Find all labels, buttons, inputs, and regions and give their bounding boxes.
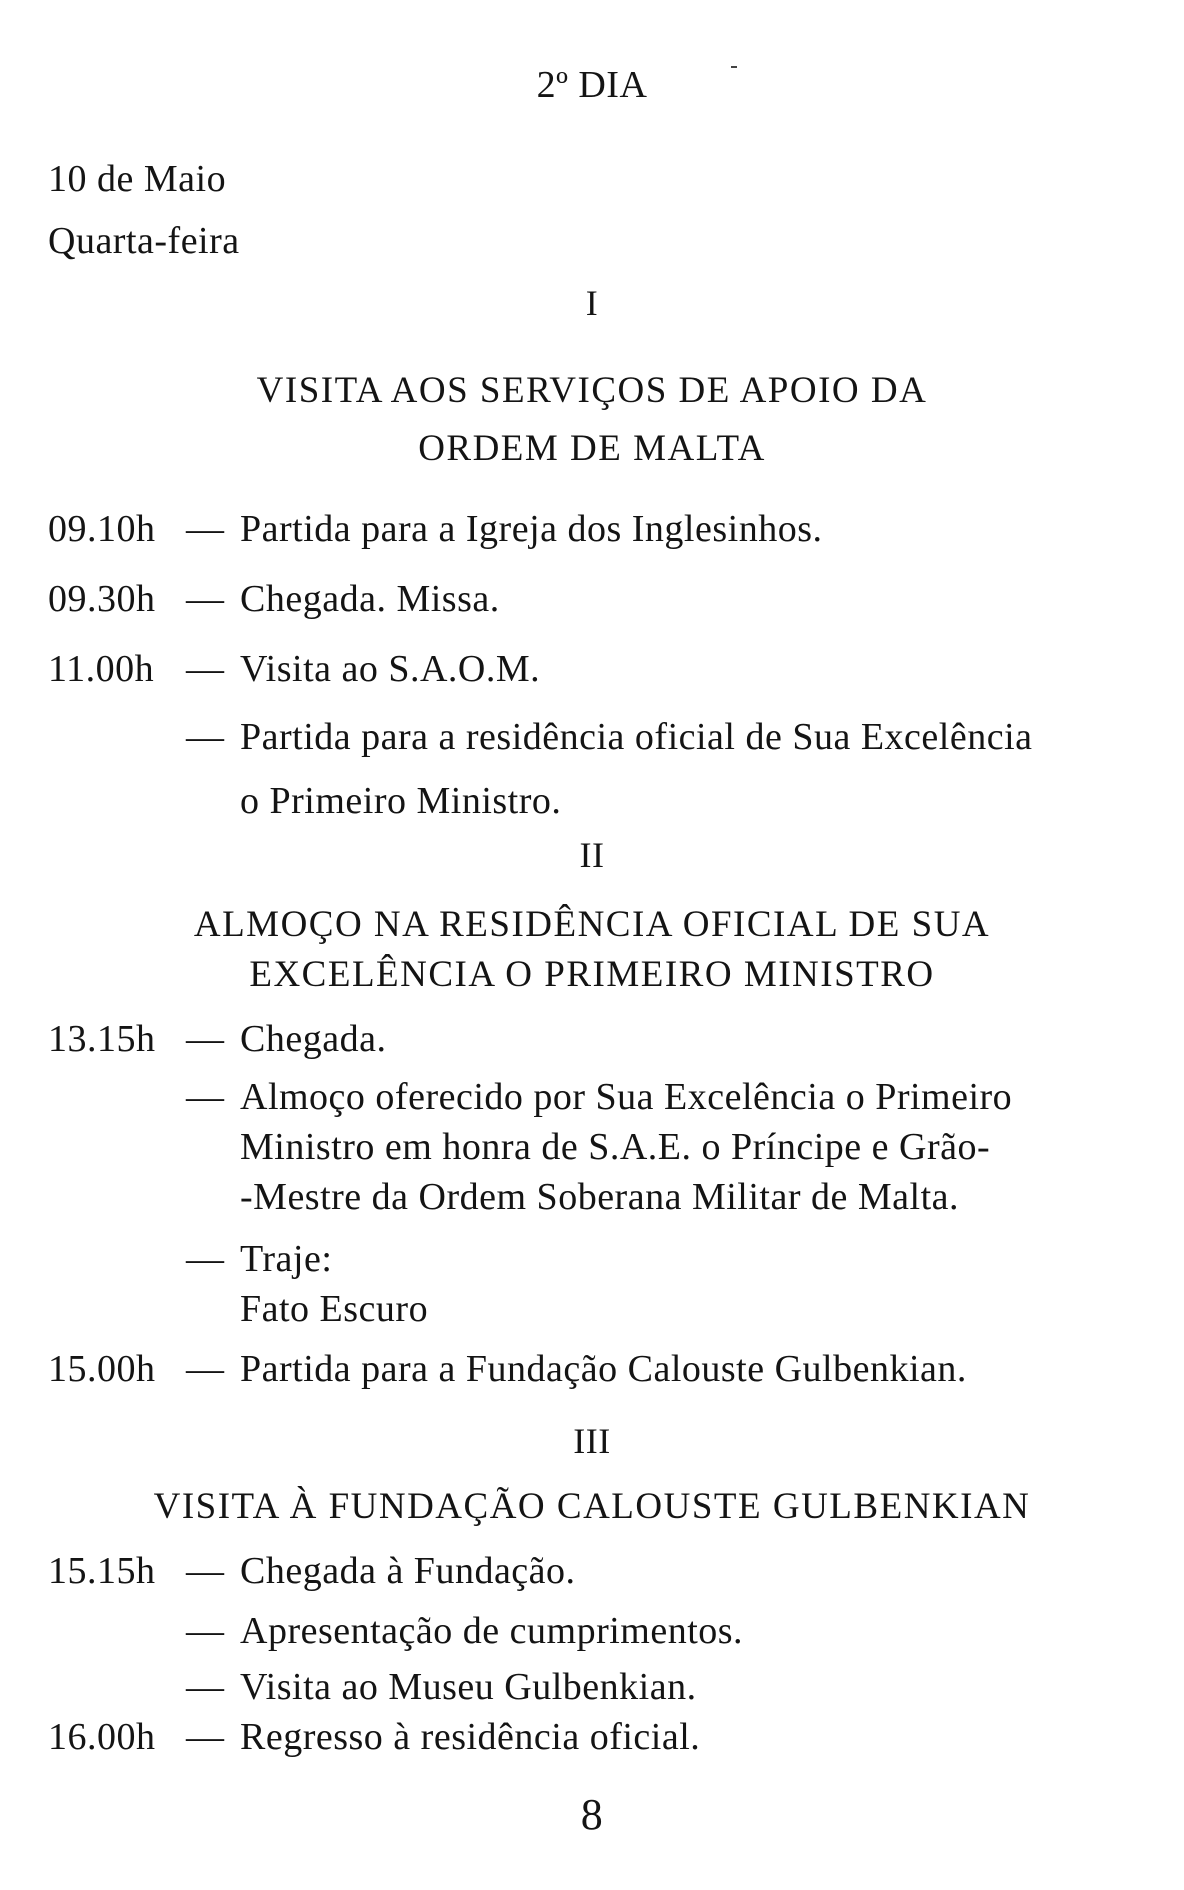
- entry-text: -Mestre da Ordem Soberana Militar de Malta.: [240, 1176, 959, 1218]
- entry-time: 15.00h: [48, 1348, 156, 1390]
- section-title: ALMOÇO NA RESIDÊNCIA OFICIAL DE SUA: [193, 904, 991, 945]
- entry-text: Traje:: [240, 1238, 333, 1280]
- entry-text: Almoço oferecido por Sua Excelência o Primeiro: [240, 1076, 1013, 1118]
- date-line: 10 de Maio: [48, 158, 227, 200]
- entry-dash: —: [186, 648, 225, 690]
- entry-dash: —: [186, 1716, 225, 1758]
- entry-time: 13.15h: [48, 1018, 156, 1060]
- entry-text: Chegada.: [240, 1018, 387, 1060]
- entry-dash: —: [186, 1238, 225, 1280]
- entry-text: Chegada à Fundação.: [240, 1550, 576, 1592]
- entry-dash: —: [186, 1076, 225, 1118]
- entry-text: Partida para a Igreja dos Inglesinhos.: [240, 508, 823, 550]
- entry-time: 11.00h: [48, 648, 155, 690]
- entry-dash: —: [186, 1348, 225, 1390]
- entry-time: 09.30h: [48, 578, 156, 620]
- entry-time: 09.10h: [48, 508, 156, 550]
- entry-dash: —: [186, 1550, 225, 1592]
- entry-time: 15.15h: [48, 1550, 156, 1592]
- section-title: VISITA AOS SERVIÇOS DE APOIO DA: [256, 370, 928, 411]
- section-numeral: II: [579, 835, 605, 875]
- entry-dash: —: [186, 508, 225, 550]
- entry-text: Regresso à residência oficial.: [240, 1716, 701, 1758]
- entry-text: Visita ao Museu Gulbenkian.: [240, 1666, 697, 1708]
- section-numeral: III: [573, 1421, 611, 1461]
- entry-text: Partida para a residência oficial de Sua Excelência: [240, 716, 1033, 758]
- weekday-line: Quarta-feira: [48, 220, 240, 262]
- entry-dash: —: [186, 1018, 225, 1060]
- entry-text: Partida para a Fundação Calouste Gulbenkian.: [240, 1348, 967, 1390]
- entry-text: o Primeiro Ministro.: [240, 780, 562, 822]
- entry-dash: —: [186, 578, 225, 620]
- entry-time: 16.00h: [48, 1716, 156, 1758]
- section-title: ORDEM DE MALTA: [418, 428, 766, 469]
- entry-text: Chegada. Missa.: [240, 578, 500, 620]
- section-title: VISITA À FUNDAÇÃO CALOUSTE GULBENKIAN: [153, 1486, 1031, 1527]
- page-number: 8: [580, 1790, 604, 1839]
- entry-text: Fato Escuro: [240, 1288, 429, 1330]
- entry-dash: —: [186, 1610, 225, 1652]
- entry-text: Visita ao S.A.O.M.: [240, 648, 541, 690]
- entry-dash: —: [186, 716, 225, 758]
- day-heading: 2º DIA: [536, 64, 648, 106]
- entry-text: Apresentação de cumprimentos.: [240, 1610, 744, 1652]
- section-title: EXCELÊNCIA O PRIMEIRO MINISTRO: [249, 954, 935, 995]
- entry-text: Ministro em honra de S.A.E. o Príncipe e Grão-: [240, 1126, 991, 1168]
- section-numeral: I: [585, 283, 599, 323]
- entry-dash: —: [186, 1666, 225, 1708]
